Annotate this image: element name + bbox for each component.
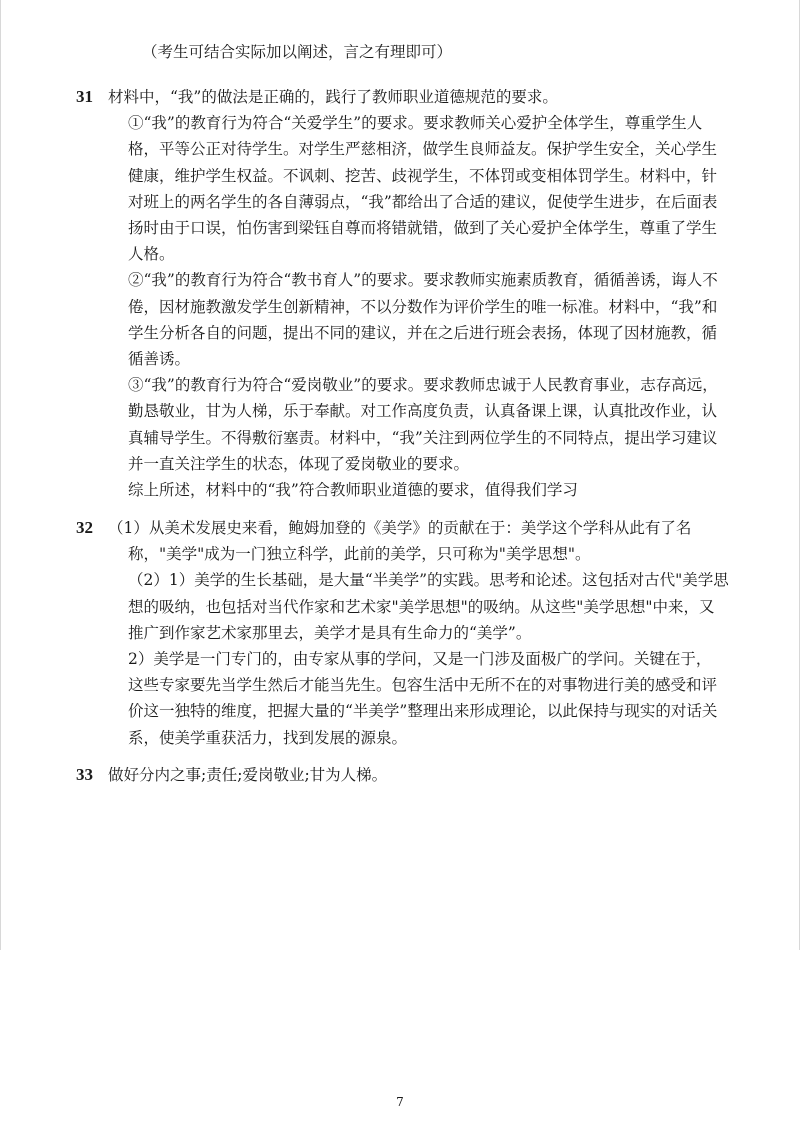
answer-line: 系，使美学重获活力，找到发展的源泉。 <box>128 728 408 747</box>
answer-body <box>108 762 748 788</box>
page-number: 7 <box>396 1095 404 1109</box>
intro-note: （考生可结合实际加以阐述，言之有理即可） <box>142 43 453 61</box>
answer-line: ①“我”的教育行为符合“关爱学生”的要求。要求教师关心爱护全体学生，尊重学生人 <box>128 114 703 133</box>
answer-line: 扬时由于口误，怕伤害到梁钰自尊而将错就错，做到了关心爱护全体学生，尊重了学生 <box>128 219 718 238</box>
answer-line: 学生分析各自的问题，提出不同的建议，并在之后进行班会表扬，体现了因材施教，循 <box>128 323 718 342</box>
question-number: 33 <box>76 765 93 784</box>
answer-line: 对班上的两名学生的各自薄弱点，“我”都给出了合适的建议，促使学生进步，在后面表 <box>128 192 718 211</box>
answer-line: 这些专家要先当学生然后才能当先生。包容生活中无所不在的对事物进行美的感受和评 <box>128 676 718 695</box>
answer-body <box>108 84 748 503</box>
answer-line: ③“我”的教育行为符合“爱岗敬业”的要求。要求教师忠诚于人民教育事业，志存高远， <box>128 376 718 395</box>
answer-line: 价这一独特的维度，把握大量的“半美学”整理出来形成理论，以此保持与现实的对话关 <box>128 702 718 721</box>
answer-line: 并一直关注学生的状态，体现了爱岗敬业的要求。 <box>128 454 470 473</box>
answer-line: 倦，因材施教激发学生创新精神，不以分数作为评价学生的唯一标准。材料中，“我”和 <box>128 297 718 316</box>
answer-line: 勤恳敬业，甘为人梯，乐于奉献。对工作高度负责，认真备课上课，认真批改作业，认 <box>128 402 718 421</box>
answer-line: （2）1）美学的生长基础，是大量“半美学”的实践。思考和论述。这包括对古代"美学思 <box>128 571 729 590</box>
answer-line: （1）从美术发展史来看，鲍姆加登的《美学》的贡献在于：美学这个学科从此有了名 <box>108 519 692 537</box>
answer-line: 材料中，“我”的做法是正确的，践行了教师职业道德规范的要求。 <box>108 88 558 106</box>
question-number: 32 <box>76 518 93 537</box>
answer-line: ②“我”的教育行为符合“教书育人”的要求。要求教师实施素质教育，循循善诱，诲人不 <box>128 271 718 290</box>
answer-line: 综上所述，材料中的“我”符合教师职业道德的要求，值得我们学习 <box>128 481 578 500</box>
answer-line: 健康，维护学生权益。不讽刺、挖苦、歧视学生，不体罚或变相体罚学生。材料中，针 <box>128 166 718 185</box>
answer-line: 人格。 <box>128 245 175 264</box>
answer-line: 2）美学是一门专门的，由专家从事的学问，又是一门涉及面极广的学问。关键在于， <box>128 650 712 669</box>
answer-line: 称，"美学"成为一门独立科学，此前的美学，只可称为"美学思想"。 <box>128 545 591 564</box>
answer-line: 做好分内之事;责任;爱岗敬业;甘为人梯。 <box>108 766 388 784</box>
answer-line: 真辅导学生。不得敷衍塞责。材料中，“我”关注到两位学生的不同特点，提出学习建议 <box>128 428 718 447</box>
answer-line: 推广到作家艺术家那里去，美学才是具有生命力的“美学”。 <box>128 623 532 642</box>
answer-body <box>108 515 748 751</box>
question-number: 31 <box>76 87 93 106</box>
answer-line: 循善诱。 <box>128 350 191 369</box>
page-edge-left <box>0 0 1 950</box>
answer-line: 格，平等公正对待学生。对学生严慈相济，做学生良师益友。保护学生安全，关心学生 <box>128 140 718 159</box>
answer-line: 想的吸纳，也包括对当代作家和艺术家"美学思想"的吸纳。从这些"美学思想"中来，又 <box>128 597 715 616</box>
